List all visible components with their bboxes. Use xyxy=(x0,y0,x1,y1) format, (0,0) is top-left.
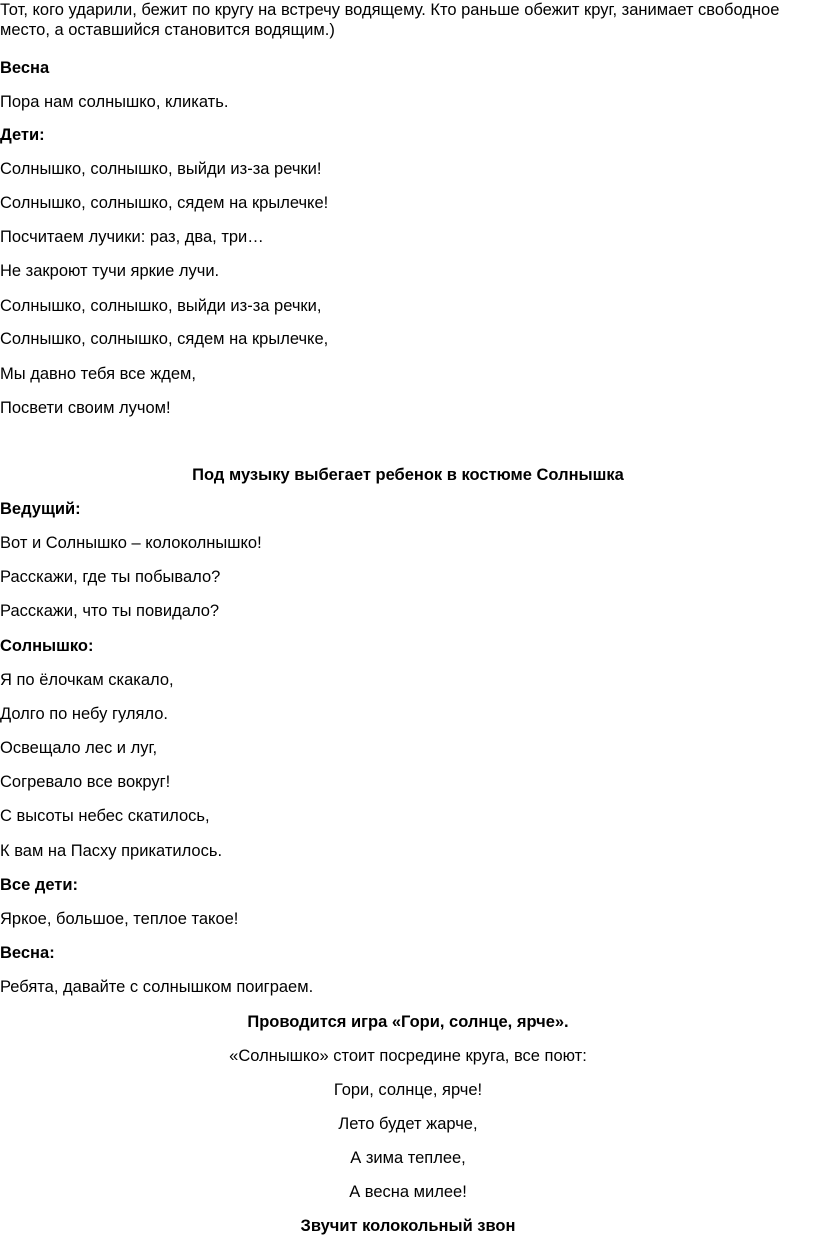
text-line: Солнышко, солнышко, сядем на крылечке, xyxy=(0,330,329,348)
text-line: А весна милее! xyxy=(349,1183,467,1201)
text-line: Лето будет жарче, xyxy=(338,1115,478,1133)
text-line: А зима теплее, xyxy=(350,1149,466,1167)
heading-line: Звучит колокольный звон xyxy=(300,1217,516,1235)
text-line: Яркое, большое, теплое такое! xyxy=(0,910,239,928)
text-line: Согревало все вокруг! xyxy=(0,773,171,791)
heading-line: Дети: xyxy=(0,126,45,144)
text-line: Посчитаем лучики: раз, два, три… xyxy=(0,228,264,246)
text-line: Пора нам солнышко, кликать. xyxy=(0,93,229,111)
heading-line: Все дети: xyxy=(0,876,79,894)
text-line: Посвети своим лучом! xyxy=(0,399,171,417)
heading-line: Проводится игра «Гори, солнце, ярче». xyxy=(247,1013,569,1031)
intro-paragraph: Тот, кого ударили, бежит по кругу на встречу водящему. Кто раньше обежит круг, занимает свободное место, а оставшийся становится водящим.) xyxy=(0,1,780,39)
heading-line: Под музыку выбегает ребенок в костюме Солнышка xyxy=(192,466,624,484)
text-line: Солнышко, солнышко, сядем на крылечке! xyxy=(0,194,329,212)
text-line: Солнышко, солнышко, выйди из-за речки! xyxy=(0,160,322,178)
text-line: Ребята, давайте с солнышком поиграем. xyxy=(0,978,314,996)
text-line: Освещало лес и луг, xyxy=(0,739,158,757)
text-line: Расскажи, где ты побывало? xyxy=(0,568,221,586)
heading-line: Солнышко: xyxy=(0,637,94,655)
text-line: К вам на Пасху прикатилось. xyxy=(0,842,223,860)
text-line: «Солнышко» стоит посредине круга, все поют: xyxy=(229,1047,587,1065)
text-line: Мы давно тебя все ждем, xyxy=(0,365,196,383)
text-line: Гори, солнце, ярче! xyxy=(333,1081,483,1099)
text-line: Я по ёлочкам скакало, xyxy=(0,671,174,689)
text-line: Вот и Солнышко – колоколнышко! xyxy=(0,534,262,552)
text-line: Солнышко, солнышко, выйди из-за речки, xyxy=(0,297,322,315)
heading-line: Весна: xyxy=(0,944,55,962)
text-line: Расскажи, что ты повидало? xyxy=(0,602,220,620)
heading-line: Весна xyxy=(0,59,50,77)
text-line: Не закроют тучи яркие лучи. xyxy=(0,262,220,280)
text-line: Долго по небу гуляло. xyxy=(0,705,168,723)
heading-line: Ведущий: xyxy=(0,500,81,518)
text-line: С высоты небес скатилось, xyxy=(0,807,210,825)
